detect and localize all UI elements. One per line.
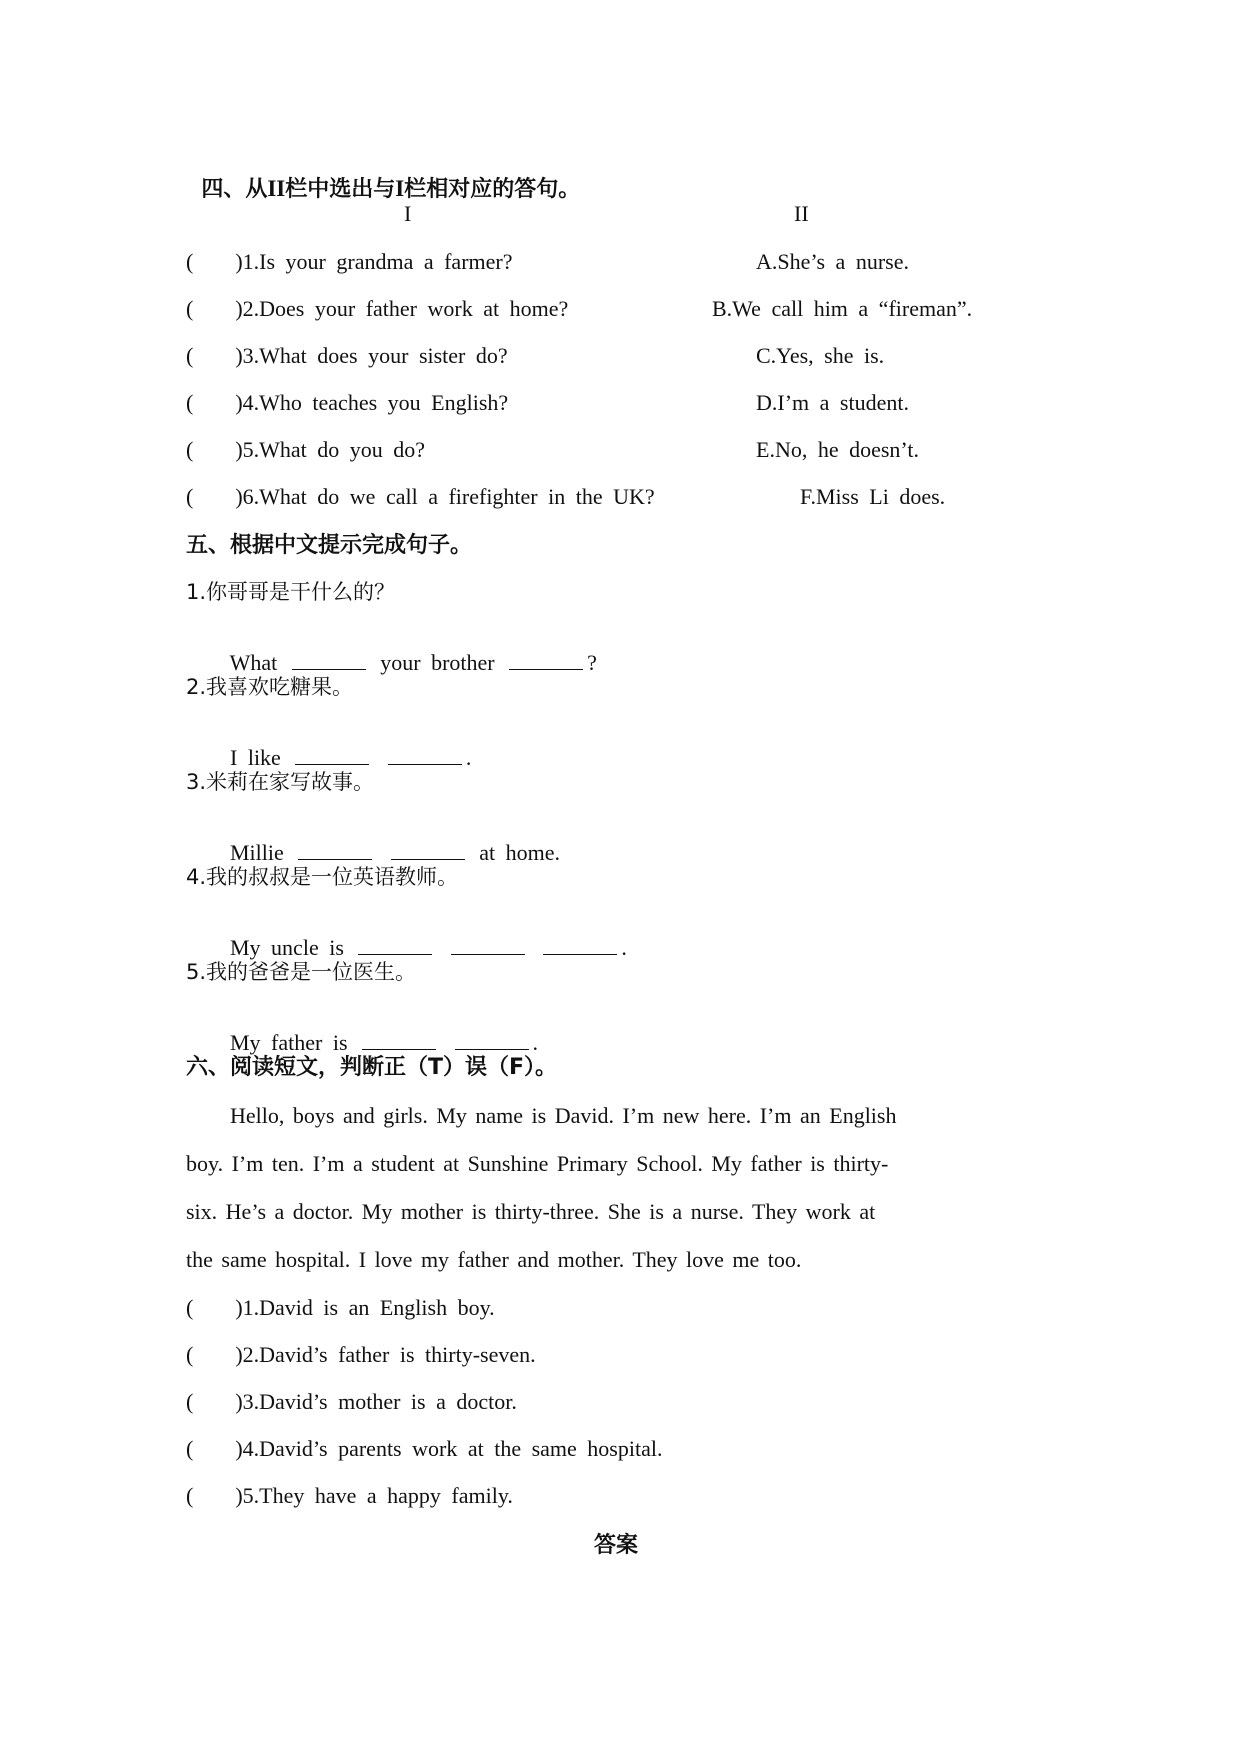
true-false-row[interactable]: [186, 1391, 517, 1413]
answer-blank[interactable]: [455, 1048, 529, 1050]
answer-paren[interactable]: (: [186, 1295, 194, 1320]
answer-blank[interactable]: [295, 763, 369, 765]
match-question-row[interactable]: [186, 345, 508, 367]
answer-key-heading: 答案: [594, 1533, 639, 1558]
reading-passage-line: six. He’s a doctor. My mother is thirty-three. She is a nurse. They work at: [186, 1199, 876, 1224]
fill-in-sentence: [209, 630, 597, 674]
reading-passage-line: the same hospital. I love my father and mother. They love me too.: [186, 1247, 802, 1272]
answer-blank[interactable]: [509, 668, 583, 670]
match-question-row[interactable]: [186, 486, 655, 508]
fill-in-sentence: [209, 1010, 538, 1054]
question-text: )4.Who teaches you English?: [235, 390, 509, 415]
match-answer-b: B.We call him a “fireman”.: [712, 296, 973, 321]
sentence-text: your brother: [380, 650, 495, 675]
sentence-text: .: [621, 935, 627, 960]
section-5-heading: 五、根据中文提示完成句子。: [186, 533, 473, 558]
answer-blank[interactable]: [543, 953, 617, 955]
answer-paren[interactable]: (: [186, 484, 194, 509]
match-answer-d: D.I’m a student.: [756, 390, 909, 415]
heading-text: 四、从: [201, 177, 268, 202]
statement-text: )5.They have a happy family.: [235, 1483, 513, 1508]
answer-blank[interactable]: [298, 858, 372, 860]
translation-prompt: 4.我的叔叔是一位英语教师。: [186, 865, 459, 889]
true-false-row[interactable]: [186, 1438, 662, 1460]
reading-passage-line: boy. I’m ten. I’m a student at Sunshine Primary School. My father is thirty-: [186, 1151, 889, 1176]
statement-text: )3.David’s mother is a doctor.: [235, 1389, 517, 1414]
answer-blank[interactable]: [292, 668, 366, 670]
answer-paren[interactable]: (: [186, 1436, 194, 1461]
statement-text: )4.David’s parents work at the same hospital.: [235, 1436, 663, 1461]
answer-paren[interactable]: (: [186, 390, 194, 415]
match-question-row[interactable]: [186, 251, 513, 273]
answer-blank[interactable]: [451, 953, 525, 955]
sentence-text: My uncle is: [230, 935, 344, 960]
match-answer-e: E.No, he doesn’t.: [756, 437, 919, 462]
answer-paren[interactable]: (: [186, 1483, 194, 1508]
match-answer-c: C.Yes, she is.: [756, 343, 885, 368]
answer-paren[interactable]: (: [186, 1342, 194, 1367]
true-false-row[interactable]: [186, 1297, 495, 1319]
answer-blank[interactable]: [358, 953, 432, 955]
answer-paren[interactable]: (: [186, 249, 194, 274]
section-6-heading: 六、阅读短文，判断正（T）误（F）。: [186, 1055, 558, 1080]
answer-blank[interactable]: [391, 858, 465, 860]
heading-roman-i: I: [395, 176, 405, 201]
sentence-text: My father is: [230, 1030, 348, 1055]
sentence-text: .: [532, 1030, 539, 1055]
sentence-text: ?: [587, 650, 597, 675]
heading-text: 栏中选出与: [285, 177, 396, 202]
sentence-text: What: [229, 650, 278, 675]
answer-paren[interactable]: (: [186, 1389, 194, 1414]
answer-paren[interactable]: (: [186, 437, 194, 462]
heading-roman-ii: II: [267, 176, 286, 201]
translation-prompt: 3.米莉在家写故事。: [186, 770, 375, 794]
question-text: )1.Is your grandma a farmer?: [235, 249, 513, 274]
match-answer-a: A.She’s a nurse.: [756, 249, 909, 274]
translation-prompt: 1.你哥哥是干什么的？: [186, 580, 396, 604]
fill-in-sentence: [209, 915, 627, 959]
question-text: )5.What do you do?: [235, 437, 426, 462]
reading-passage-line: Hello, boys and girls. My name is David. I’m new here. I’m an English: [230, 1103, 897, 1128]
heading-text: 栏相对应的答句。: [404, 177, 581, 202]
question-text: )6.What do we call a firefighter in the UK?: [235, 484, 655, 509]
column-ii-label: II: [794, 201, 809, 226]
match-question-row[interactable]: [186, 392, 508, 414]
answer-paren[interactable]: (: [186, 343, 194, 368]
question-text: )3.What does your sister do?: [235, 343, 508, 368]
statement-text: )1.David is an English boy.: [235, 1295, 495, 1320]
true-false-row[interactable]: [186, 1485, 513, 1507]
statement-text: )2.David’s father is thirty-seven.: [235, 1342, 536, 1367]
sentence-text: I like: [230, 745, 281, 770]
translation-prompt: 2.我喜欢吃糖果。: [186, 675, 354, 699]
translation-prompt: 5.我的爸爸是一位医生。: [186, 960, 417, 984]
sentence-text: .: [465, 745, 472, 770]
answer-blank[interactable]: [362, 1048, 436, 1050]
fill-in-sentence: [209, 725, 471, 769]
answer-paren[interactable]: (: [186, 296, 194, 321]
section-4-heading: [186, 155, 580, 201]
question-text: )2.Does your father work at home?: [235, 296, 569, 321]
answer-blank[interactable]: [388, 763, 462, 765]
true-false-row[interactable]: [186, 1344, 536, 1366]
column-i-label: I: [404, 201, 412, 226]
match-question-row[interactable]: [186, 439, 425, 461]
match-question-row[interactable]: [186, 298, 568, 320]
match-answer-f: F.Miss Li does.: [800, 484, 946, 509]
sentence-text: Millie: [230, 840, 284, 865]
sentence-text: at home.: [479, 840, 561, 865]
fill-in-sentence: [209, 820, 560, 864]
